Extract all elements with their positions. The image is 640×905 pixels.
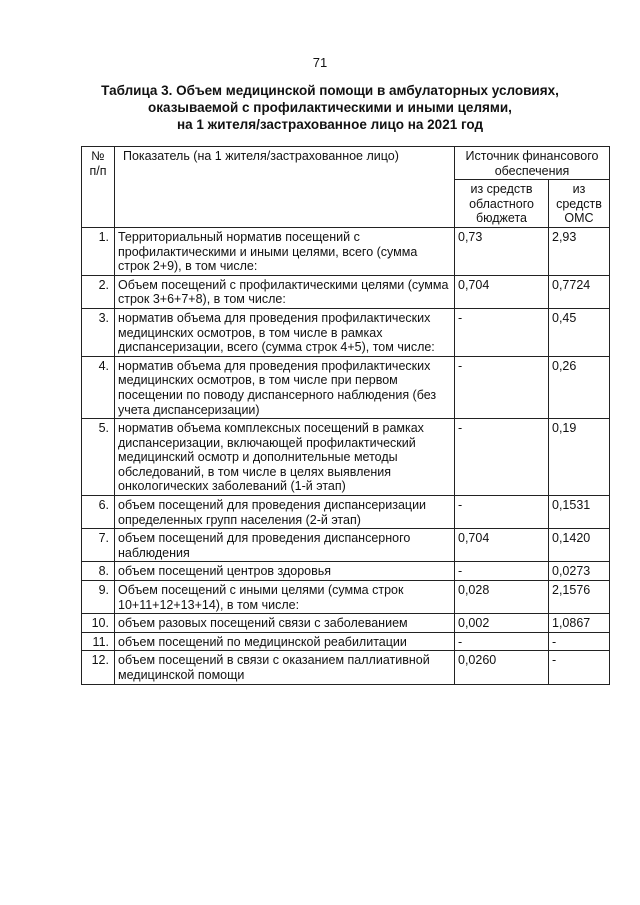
table-row xyxy=(82,308,610,356)
row-number: 4. xyxy=(82,356,115,418)
row-regional-budget: 0,704 xyxy=(455,275,549,308)
row-oms: - xyxy=(549,632,610,651)
row-regional-budget: 0,002 xyxy=(455,614,549,633)
row-regional-budget: 0,0260 xyxy=(455,651,549,684)
row-number: 6. xyxy=(82,496,115,529)
row-oms: 0,1420 xyxy=(549,529,610,562)
table-row xyxy=(82,562,610,581)
row-number: 7. xyxy=(82,529,115,562)
table-row xyxy=(82,581,610,614)
row-indicator: объем посещений в связи с оказанием паллиативной медицинской помощи xyxy=(115,651,455,684)
table-header-row xyxy=(82,147,610,180)
data-table xyxy=(81,146,610,685)
row-regional-budget: - xyxy=(455,496,549,529)
header-indicator: Показатель (на 1 жителя/застрахованное лицо) xyxy=(115,147,455,228)
row-regional-budget: 0,73 xyxy=(455,227,549,275)
row-regional-budget: - xyxy=(455,356,549,418)
row-regional-budget: 0,704 xyxy=(455,529,549,562)
row-regional-budget: - xyxy=(455,562,549,581)
row-indicator: Объем посещений с профилактическими целями (сумма строк 3+6+7+8), в том числе: xyxy=(115,275,455,308)
table-row xyxy=(82,529,610,562)
table-row xyxy=(82,356,610,418)
row-oms: - xyxy=(549,651,610,684)
table-row xyxy=(82,651,610,684)
row-number: 12. xyxy=(82,651,115,684)
title-line: Таблица 3. Объем медицинской помощи в амбулаторных условиях, xyxy=(101,83,559,98)
row-number: 3. xyxy=(82,308,115,356)
row-indicator: норматив объема комплексных посещений в рамках диспансеризации, включающей профилактический медицинский осмотр и дополнительные методы обследований, в том числе в целях выявления онкологических заболеваний (1-й этап) xyxy=(115,419,455,496)
row-indicator: объем посещений для проведения диспансерного наблюдения xyxy=(115,529,455,562)
table-body xyxy=(82,227,610,684)
row-oms: 0,19 xyxy=(549,419,610,496)
row-number: 5. xyxy=(82,419,115,496)
row-oms: 1,0867 xyxy=(549,614,610,633)
row-indicator: норматив объема для проведения профилактических медицинских осмотров, в том числе в рамках диспансеризации, всего (сумма строк 4+5), том числе: xyxy=(115,308,455,356)
row-oms: 0,45 xyxy=(549,308,610,356)
table-row xyxy=(82,632,610,651)
title-line: на 1 жителя/застрахованное лицо на 2021 год xyxy=(176,117,484,132)
row-regional-budget: 0,028 xyxy=(455,581,549,614)
table-row xyxy=(82,496,610,529)
row-number: 8. xyxy=(82,562,115,581)
row-indicator: норматив объема для проведения профилактических медицинских осмотров, в том числе при первом посещении по поводу диспансерного наблюдения (без учета диспансеризации) xyxy=(115,356,455,418)
row-oms: 0,0273 xyxy=(549,562,610,581)
row-oms: 2,93 xyxy=(549,227,610,275)
header-regional-budget: из средств областного бюджета xyxy=(455,180,549,228)
row-indicator: Объем посещений с иными целями (сумма строк 10+11+12+13+14), в том числе: xyxy=(115,581,455,614)
row-oms: 0,26 xyxy=(549,356,610,418)
table-row xyxy=(82,419,610,496)
row-number: 9. xyxy=(82,581,115,614)
row-regional-budget: - xyxy=(455,632,549,651)
row-indicator: объем посещений для проведения диспансеризации определенных групп населения (2-й этап) xyxy=(115,496,455,529)
row-regional-budget: - xyxy=(455,308,549,356)
row-indicator: объем посещений центров здоровья xyxy=(115,562,455,581)
header-oms: из средств ОМС xyxy=(549,180,610,228)
row-regional-budget: - xyxy=(455,419,549,496)
header-number: № п/п xyxy=(82,147,115,228)
table-row xyxy=(82,227,610,275)
row-oms: 0,1531 xyxy=(549,496,610,529)
row-indicator: объем разовых посещений связи с заболеванием xyxy=(115,614,455,633)
title-line: оказываемой с профилактическими и иными целями, xyxy=(148,100,512,115)
row-oms: 0,7724 xyxy=(549,275,610,308)
row-number: 10. xyxy=(82,614,115,633)
page-number: 71 xyxy=(312,55,328,70)
row-number: 11. xyxy=(82,632,115,651)
row-number: 2. xyxy=(82,275,115,308)
row-indicator: Территориальный норматив посещений с профилактическими и иными целями, всего (сумма строк 2+9), в том числе: xyxy=(115,227,455,275)
table-row xyxy=(82,275,610,308)
table-title xyxy=(80,82,580,133)
table-row xyxy=(82,614,610,633)
row-oms: 2,1576 xyxy=(549,581,610,614)
row-indicator: объем посещений по медицинской реабилитации xyxy=(115,632,455,651)
row-number: 1. xyxy=(82,227,115,275)
header-source: Источник финансового обеспечения xyxy=(455,147,610,180)
